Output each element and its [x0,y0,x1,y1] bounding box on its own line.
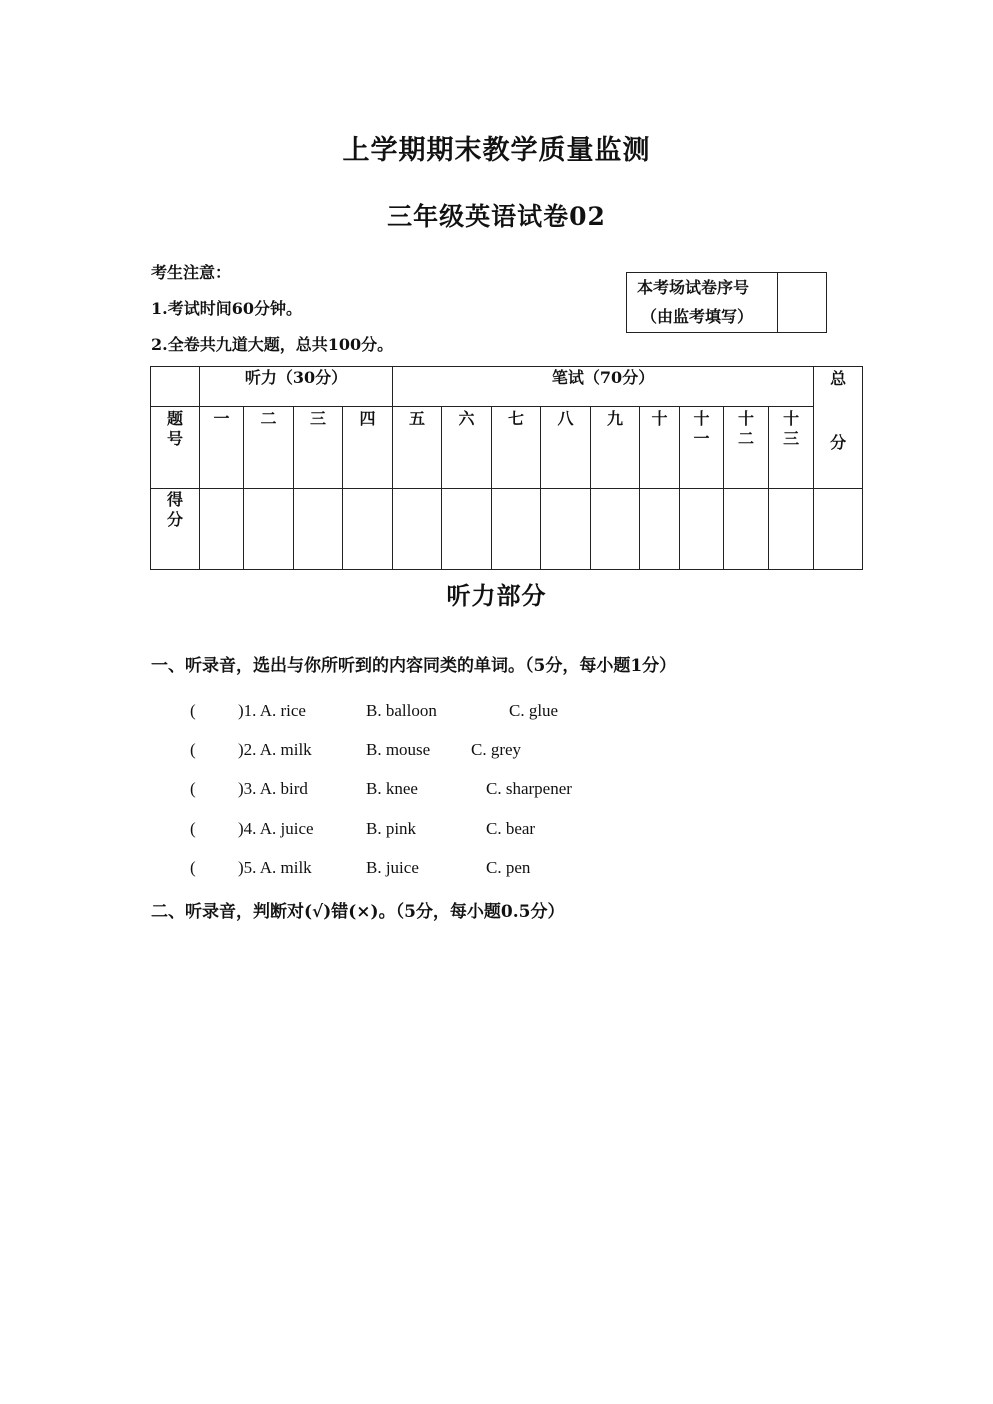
question-2-heading: 二、听录音，判断对(√)错(×)。（5分，每小题0.5分） [151,902,565,922]
score-cell[interactable] [200,489,244,570]
score-cell[interactable] [591,489,640,570]
answer-blank[interactable]: ( [190,701,196,720]
question-col-10: 十 [640,407,680,489]
question-col-5: 五 [393,407,442,489]
table-corner-cell [151,367,200,407]
score-cell[interactable] [294,489,343,570]
notes-heading: 考生注意： [151,263,232,282]
option-b: B. juice [366,858,419,877]
total-header [814,367,863,489]
question-number-label: 题号 [151,407,200,489]
question-col-3: 三 [294,407,343,489]
question-col-7: 七 [492,407,541,489]
option-c: C. pen [486,858,531,877]
option-b: B. pink [366,819,417,838]
option-a: )4. A. juice [238,819,314,838]
option-b: B. knee [366,779,418,798]
answer-blank[interactable]: ( [190,740,196,759]
answer-blank[interactable]: ( [190,779,196,798]
total-header-top: 总 [830,369,847,388]
total-score-cell[interactable] [814,489,863,570]
score-cell[interactable] [244,489,294,570]
question-col-2: 二 [244,407,294,489]
score-cell[interactable] [680,489,724,570]
listening-header: 听力（30分） [200,367,393,407]
question-col-6: 六 [442,407,492,489]
score-cell[interactable] [724,489,769,570]
notes-line-2: 2.全卷共九道大题，总共100分。 [151,335,394,354]
sequence-label: 本考场试卷序号 [637,278,750,297]
listening-section-title: 听力部分 [446,581,547,610]
question-col-4: 四 [343,407,393,489]
sequence-note: （由监考填写） [641,307,754,326]
score-cell[interactable] [442,489,492,570]
writing-header: 笔试（70分） [393,367,814,407]
option-c: C. grey [471,740,522,759]
score-cell[interactable] [393,489,442,570]
question-1-heading: 一、听录音，选出与你所听到的内容同类的单词。（5分，每小题1分） [151,656,677,676]
option-c: C. glue [509,701,559,720]
score-cell[interactable] [769,489,814,570]
question-col-1: 一 [200,407,244,489]
exam-subtitle: 三年级英语试卷02 [387,202,606,231]
exam-title: 上学期期末教学质量监测 [342,135,651,166]
question-col-11: 十一 [680,407,724,489]
score-cell[interactable] [640,489,680,570]
score-cell[interactable] [343,489,393,570]
score-row-label: 得分 [151,489,200,570]
answer-blank[interactable]: ( [190,819,196,838]
sequence-divider [777,273,778,332]
answer-blank[interactable]: ( [190,858,196,877]
option-a: )1. A. rice [238,701,306,720]
paper-sequence-box [626,272,827,333]
option-a: )5. A. milk [238,858,312,877]
option-b: B. balloon [366,701,437,720]
option-a: )2. A. milk [238,740,312,759]
question-col-13: 十三 [769,407,814,489]
question-col-8: 八 [541,407,591,489]
question-col-12: 十二 [724,407,769,489]
total-header-bottom: 分 [830,433,847,452]
option-a: )3. A. bird [238,779,308,798]
score-table [150,366,863,570]
option-c: C. bear [486,819,536,838]
option-c: C. sharpener [486,779,572,798]
question-col-9: 九 [591,407,640,489]
option-b: B. mouse [366,740,431,759]
score-cell[interactable] [541,489,591,570]
score-cell[interactable] [492,489,541,570]
notes-line-1: 1.考试时间60分钟。 [151,299,302,318]
